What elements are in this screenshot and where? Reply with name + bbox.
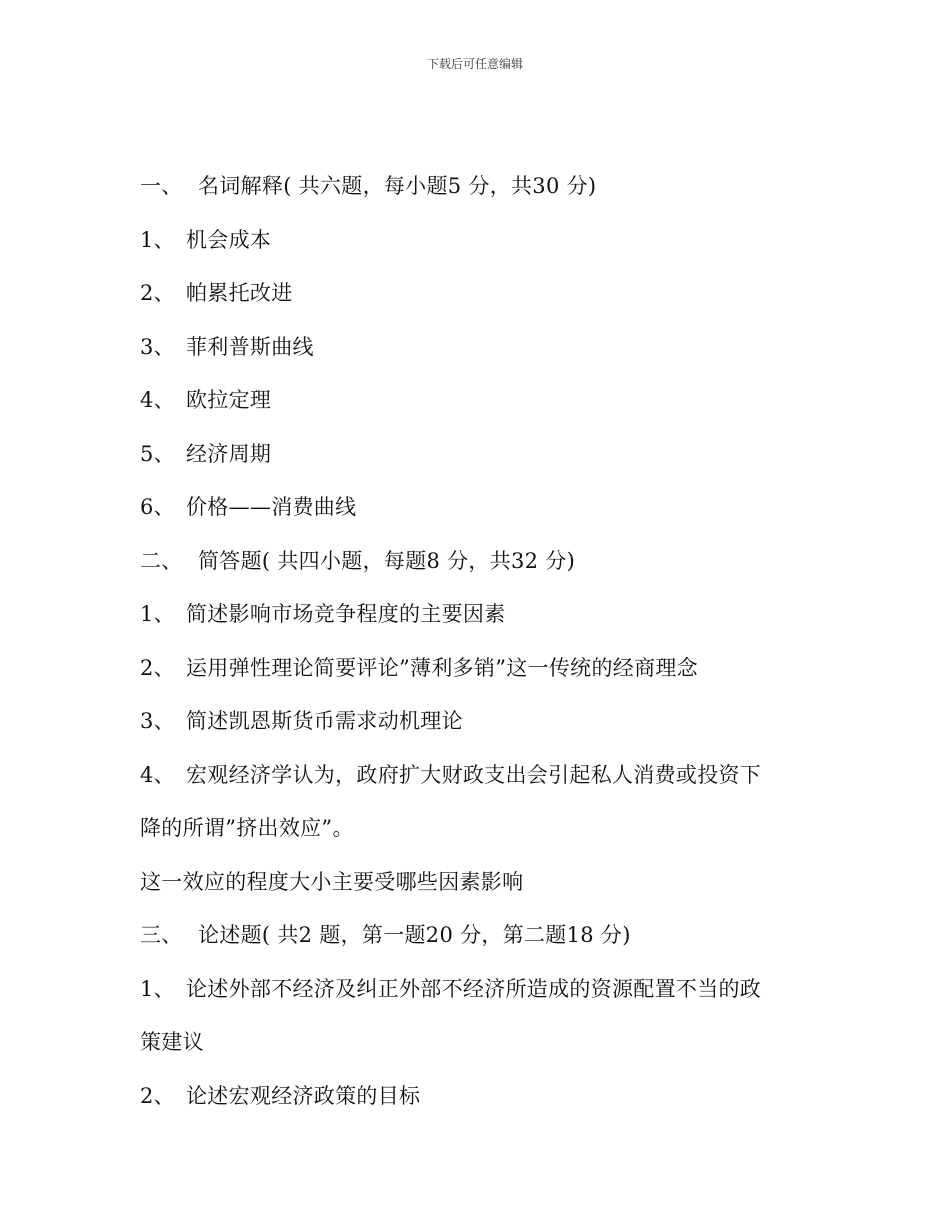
question-number: 1、: [140, 602, 175, 626]
question-text: 机会成本: [186, 227, 272, 252]
section-title: 论述题( 共2 题，第一题20 分，第二题18 分): [198, 923, 631, 947]
section-title: 简答题( 共四小题，每题8 分，共32 分): [198, 548, 576, 573]
question-item: [140, 428, 820, 482]
question-number: 2、: [140, 281, 175, 305]
section-number: 三、: [140, 923, 183, 947]
header-note: 下载后可任意编辑: [426, 57, 523, 71]
question-text: 经济周期: [186, 441, 272, 466]
question-text: 菲利普斯曲线: [186, 334, 314, 359]
question-item: [140, 481, 820, 535]
question-continuation: 这一效应的程度大小主要受哪些因素影响: [140, 869, 524, 894]
question-number: 1、: [140, 227, 175, 252]
question-number: 5、: [140, 441, 175, 466]
section-number: 二、: [140, 548, 183, 573]
question-text: 论述宏观经济政策的目标: [186, 1083, 421, 1108]
question-item: [140, 642, 820, 696]
question-number: 4、: [140, 762, 175, 787]
section-number: 一、: [140, 174, 183, 198]
question-text: 运用弹性理论简要评论”薄利多销”这一传统的经商理念: [186, 655, 698, 680]
section-title: 名词解释( 共六题，每小题5 分，共30 分): [198, 174, 597, 198]
question-item: [140, 588, 820, 642]
question-number: 2、: [140, 1083, 175, 1108]
question-text: 简述凯恩斯货币需求动机理论: [186, 709, 463, 733]
question-text: 欧拉定理: [186, 388, 272, 412]
question-item: [140, 321, 820, 375]
question-number: 6、: [140, 495, 175, 519]
question-number: 3、: [140, 709, 175, 733]
question-text: 宏观经济学认为，政府扩大财政支出会引起私人消费或投资下: [186, 762, 762, 787]
question-text: 价格——消费曲线: [186, 495, 357, 519]
question-item: [140, 963, 820, 1017]
question-text: 帕累托改进: [186, 281, 293, 305]
question-item: [140, 267, 820, 321]
question-number: 2、: [140, 655, 175, 680]
question-continuation: 策建议: [140, 1030, 204, 1054]
question-item: [140, 214, 820, 268]
question-number: 1、: [140, 976, 175, 1001]
question-number: 4、: [140, 388, 175, 412]
question-item: [140, 749, 820, 803]
question-item: [140, 374, 820, 428]
question-number: 3、: [140, 334, 175, 359]
question-text: 论述外部不经济及纠正外部不经济所造成的资源配置不当的政: [186, 976, 762, 1001]
section-heading-3: [140, 909, 820, 963]
section-heading-2: [140, 535, 820, 589]
exam-content: [140, 160, 820, 1123]
question-item: [140, 695, 820, 749]
question-continuation: 降的所谓”挤出效应”。: [140, 816, 354, 840]
section-heading-1: [140, 160, 820, 214]
question-text: 简述影响市场竞争程度的主要因素: [186, 602, 506, 626]
question-item: [140, 1070, 820, 1124]
